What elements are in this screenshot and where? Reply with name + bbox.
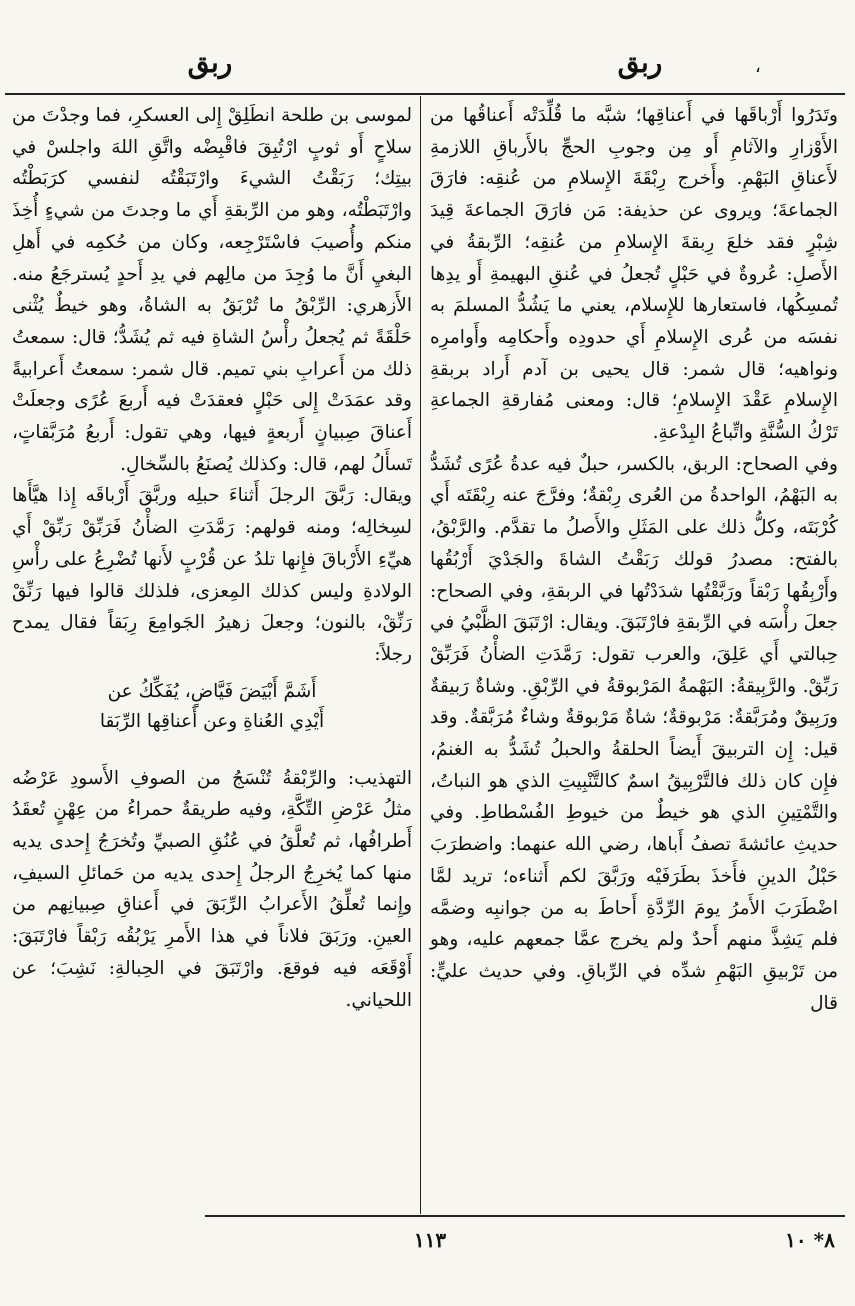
paragraph: ويقال: رَبَّقَ الرجلَ أَثناءَ حبلِه وربَّقَ أَرْباقَه إِذا هيَّأَها لسِخالِه؛ ومنه قولهم: رَمَّدَتِ الضأْنُ فَرَبِّقْ رَبِّقْ أَي هيِّءِ الأَرْباقَ فإِنها تلدُ عن قُرْبٍ لأَنها تُضْرِعُ على رأْسِ الولادةِ وليس كذلك المِعزى، فلذلك قالوا فيها رَنِّقْ رَنِّقْ، بالنون؛ وجعلَ زهيرُ الجَوامِعَ رِبَقاً فقال يمدح رجلاً: — [12, 485, 412, 665]
verse-line: أَيْدِي العُناةِ وعن أَعناقِها الرِّبَقا — [99, 710, 325, 732]
running-head-left: ربق — [187, 46, 233, 79]
column-separator — [420, 96, 421, 1214]
printer-signature: ٨* ١٠ — [785, 1228, 835, 1252]
paragraph: التهذيب: والرِّبْقةُ تُنْسَجُ من الصوفِ الأَسودِ عَرْضُه مثلُ عَرْضِ التِّكَّةِ، وفيه طريقةٌ حمراءُ من عِهْنٍ تُعقَدُ أَطرافُها، ثم تُعلَّقُ في عُنُقِ الصبيِّ وتُخرَجُ إِحدى يديه منها كما يُخرِجُ الرجلُ إِحدى يديه من حَمائلِ السيفِ، وإِنما تُعلِّقُ الأَعرابُ الرِّبَقَ في أَعناقِ صِبيانِهم من العينِ. ورَبَقَ فلاناً في هذا الأَمرِ يَرْبُقُه رَبْقاً فارْتَبَقَ: أَوْقَعَه فيه فوقعَ. وارْتَبَقَ في الحِبالةِ: نَشِبَ؛ عن اللحياني. — [12, 767, 412, 1011]
running-head-right: ربق — [617, 46, 663, 79]
left-column — [12, 100, 412, 1016]
right-column — [430, 100, 838, 1019]
corner-mark: ، — [755, 56, 761, 77]
poetry-verse — [12, 677, 412, 737]
page-number: ١١٣ — [413, 1228, 447, 1252]
paragraph: لموسى بن طلحة انطَلِقْ إِلى العسكرِ، فما وجدْتَ من سلاحٍ أَو ثوبٍ ارْتُبِقَ فاقْبِضْه واتَّقِ اللهَ واجلسْ في بيتِك؛ رَبَقْتُ الشيءَ وارْتَبَقْتُه لنفسي كرَبَطْتُه وارْتَبَطْتُه، وهو من الرِّبقةِ أَي ما وجدتَ من شيءٍ أُخِذَ منكم وأُصيبَ فاسْتَرْجِعه، وكان من حُكمِه في أَهلِ البغيِ أَنَّ ما وُجِدَ من مالِهم في يدِ أَحدٍ يُسترجَعُ منه. الأَزهري: الرِّبْقُ ما تُرْبَقُ به الشاةُ، وهو خيطٌ يُثْنى حَلْقَةً ثم يُجعلُ رأْسُ الشاةِ فيه ثم يُشَدُّ؛ قال: سمعتُ ذلك من أَعرابِ بني تميم. قال شمر: سمعتُ أَعرابيةً وقد عمَدَتْ إِلى حَبْلٍ فعقدَتْ فيه أَربعَ عُرًى وجعلَتْ أَعناقَ صِبيانٍ أَربعةٍ فيها، وهي تقول: أَربعُ مُرَبَّقاتٍ، تَسأَلُ لهم، قال: وكذلك يُصنَعُ بالسِّخالِ. — [12, 105, 412, 475]
verse-line: أَشَمَّ أَبْيَضَ فَيَّاضٍ، يُفَكِّكُ عن — [107, 680, 317, 702]
top-rule — [5, 93, 845, 95]
bottom-rule — [205, 1215, 845, 1217]
paragraph: وتَدَرُوا أَرْباقَها في أَعناقِها؛ شبَّه ما قُلِّدَتْه أَعناقُها من الأَوْزارِ والآثامِ أَو مِن وجوبِ الحجِّ بالأَرباقِ اللازمةِ لأَعناقِ البَهْمِ. وأَخرج رِبْقَةَ الإِسلامِ من عُنقِه: فارَقَ الجماعةَ؛ ويروى عن حذيفة: مَن فارَقَ الجماعةَ قِيدَ شِبْرٍ فقد خلعَ رِبقةَ الإِسلامِ من عُنقِه؛ الرِّبقةُ في الأَصلِ: عُروةٌ في حَبْلٍ تُجعلُ في عُنقِ البهيمةِ أَو يدِها تُمسِكُها، فاستعارها للإِسلام، يعني ما يَشُدُّ المسلمَ به نفسَه من عُرى الإِسلامِ أَي حدودِه وأَحكامِه وأَوامرِه ونواهيه؛ قال شمر: قال يحيى بن آدم أَراد بربقةِ الإِسلامِ عَقْدَ الإِسلامِ؛ قال: ومعنى مُفارقةِ الجماعةِ تَرْكُ السُّنَّةِ واتِّباعُ البِدْعةِ. — [430, 105, 838, 444]
paragraph: وفي الصحاح: الربق، بالكسر، حبلٌ فيه عدةُ عُرًى تُشَدُّ به البَهْمُ، الواحدةُ من العُرى رِبْقةٌ؛ وفرَّجَ عنه رِبْقَتَه أَي كُرْبَتَه، وكلُّ ذلك على المَثَلِ والأَصلُ ما تقدَّم. والرَّبْقُ، بالفتح: مصدرُ قولك رَبَقْتُ الشاةَ والجَدْيَ أَرْبُقُها وأَرْبِقُها رَبْقاً ورَبَّقْتُها شدَدْتُها في الربقةِ، وفي الصحاح: جعلَ رأْسَه في الرِّبقةِ فارْتَبَقَ. ويقال: ارْتَبَقَ الظَّبْيُ في حِبالتي أَي عَلِقَ، والعرب تقول: رَمَّدَتِ الضأْنُ فَرَبِّقْ رَبِّقْ. والرَّبِيقةُ: البَهْمةُ المَرْبوقةُ في الرِّبْقِ. وشاةٌ رَبيقةٌ ورَبِيقٌ ومُرَبَّقةٌ: مَرْبوقةٌ؛ شاةٌ مَرْبوقةٌ وشاءٌ مُرَبَّقةٌ. وقد قيل: إِن التربيقَ أَيضاً الحلقةُ والحبلُ تُشَدُّ به الغنمُ، فإِن كان ذلك فالتَّرْبِيقُ اسمٌ كالتَّنْبِيتِ الذي هو النباتُ، والتَّمْتِينِ الذي هو خيطٌ من خيوطِ الفُسْطاطِ. وفي حديثِ عائشةَ تصفُ أَباها، رضي الله عنهما: واضطرَبَ حَبْلُ الدينِ فأَخذَ بطَرَفَيْه ورَبَّقَ لكم أَثناءه؛ تريد لمَّا اضْطَرَبَ الأَمرُ يومَ الرِّدَّةِ أَحاطَ به من جوانبِه وضمَّه فلم يَشِذَّ منهم أَحدٌ ولم يخرج عمَّا جمعهم عليه، وهو من تَرْبيقِ البَهْمِ شدِّه في الرِّباقِ. وفي حديث عليٍّ: قال — [430, 453, 838, 1014]
